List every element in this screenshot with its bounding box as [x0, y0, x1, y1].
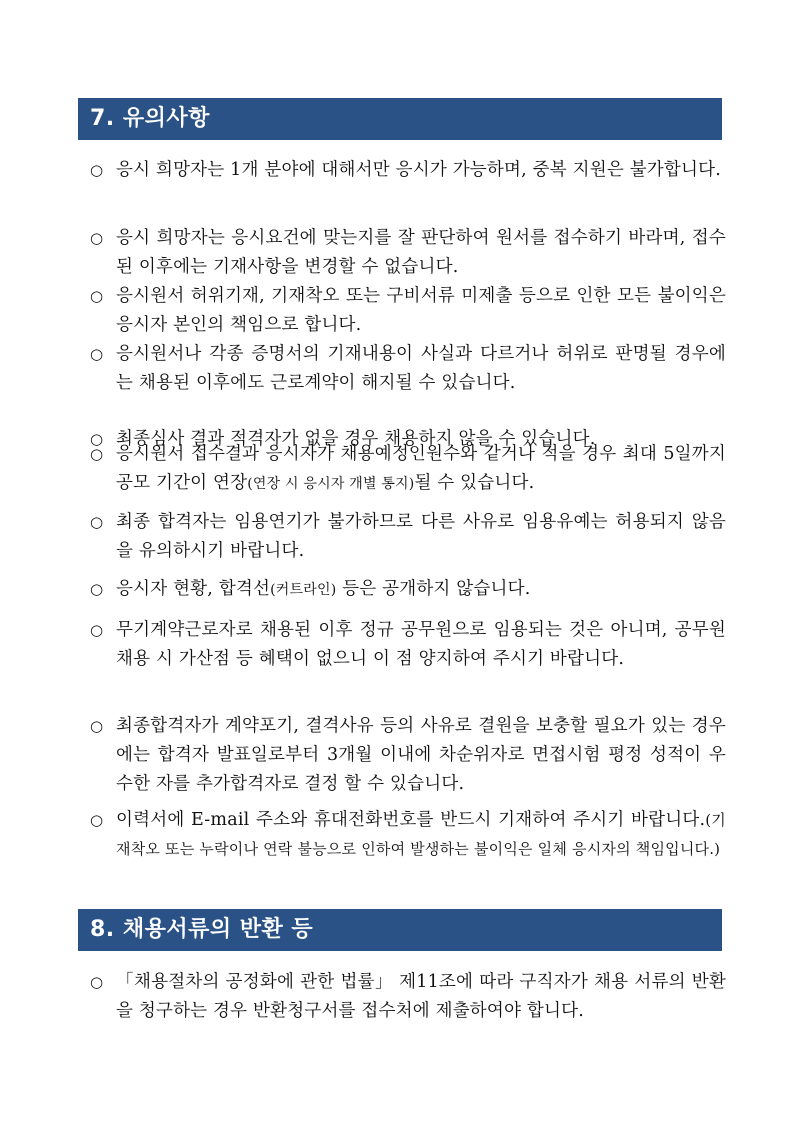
bullet-icon: ○: [90, 811, 104, 829]
section-8-header: [78, 909, 722, 951]
bullet-icon: ○: [90, 621, 104, 639]
cutline-text-end: 등은 공개하지 않습니다.: [336, 579, 531, 599]
notice-item: [90, 712, 726, 799]
notice-item: [90, 340, 726, 398]
notice-item: [90, 224, 726, 282]
bullet-icon: ○: [90, 345, 104, 363]
notice-text: 응시원서나 각종 증명서의 기재내용이 사실과 다르거나 허위로 판명될 경우에는 채용된 이후에도 근로계약이 해지될 수 있습니다.: [116, 344, 726, 393]
bullet-icon: ○: [90, 580, 104, 598]
notice-text: 「채용절차의 공정화에 관한 법률」 제11조에 따라 구직자가 채용 서류의 반환을 청구하는 경우 반환청구서를 접수처에 제출하여야 합니다.: [116, 972, 726, 1021]
notice-item: [90, 968, 726, 1026]
email-note: (기재착오 또는 누락이나 연락 불능으로 인하여 발생하는 불이익은 일체 응시자의 책임입니다.): [116, 811, 726, 858]
cutline-note: (커트라인): [270, 582, 337, 598]
bullet-icon: ○: [90, 717, 104, 735]
bullet-icon: ○: [90, 430, 104, 448]
bullet-icon: ○: [90, 229, 104, 247]
bullet-icon: ○: [90, 287, 104, 305]
section-7-header: [78, 98, 722, 140]
notice-text: 응시 희망자는 1개 분야에 대해서만 응시가 가능하며, 중복 지원은 불가합니다.: [116, 160, 721, 180]
notice-text: 최종합격자가 계약포기, 결격사유 등의 사유로 결원을 보충할 필요가 있는 경우에는 합격자 발표일로부터 3개월 이내에 차순위자로 면접시험 평정 성적이 우수한 자를 추가합격자로 결정 할 수 있습니다.: [116, 716, 726, 794]
notice-item: [90, 440, 726, 499]
section-8-title: 8. 채용서류의 반환 등: [90, 917, 314, 942]
extension-text-end: 될 수 있습니다.: [414, 473, 535, 493]
extension-note: (연장 시 응시자 개별 통지): [247, 476, 415, 492]
notice-item: [90, 616, 726, 674]
extension-text: 응시원서 접수결과 응시자가 채용예정인원수와 같거나 적을 경우 최대 5일까지 공모 기간이 연장: [116, 444, 726, 493]
notice-item: [90, 156, 726, 185]
cutline-text: 응시자 현황, 합격선: [116, 579, 271, 599]
notice-text: 최종심사 결과 적격자가 없을 경우 채용하지 않을 수 있습니다.: [116, 429, 596, 449]
notice-text: [116, 440, 726, 499]
bullet-icon: ○: [90, 973, 104, 991]
bullet-icon: ○: [90, 445, 104, 463]
notice-item: [90, 282, 726, 340]
notice-text: 최종 합격자는 임용연기가 불가하므로 다른 사유로 임용유예는 허용되지 않음을 유의하시기 바랍니다.: [116, 512, 726, 561]
notice-item: [90, 508, 726, 566]
notice-text: [116, 806, 726, 864]
notice-text: 응시 희망자는 응시요건에 맞는지를 잘 판단하여 원서를 접수하기 바라며, 접수된 이후에는 기재사항을 변경할 수 없습니다.: [116, 228, 726, 277]
bullet-icon: ○: [90, 161, 104, 179]
notice-item: [90, 806, 726, 864]
section-7-title: 7. 유의사항: [90, 106, 210, 131]
notice-text: 무기계약근로자로 채용된 이후 정규 공무원으로 임용되는 것은 아니며, 공무원 채용 시 가산점 등 혜택이 없으니 이 점 양지하여 주시기 바랍니다.: [116, 620, 726, 669]
bullet-icon: ○: [90, 513, 104, 531]
email-text: 이력서에 E-mail 주소와 휴대전화번호를 반드시 기재하여 주시기 바랍니다.: [116, 810, 706, 830]
notice-text: 응시원서 허위기재, 기재착오 또는 구비서류 미제출 등으로 인한 모든 불이익은 응시자 본인의 책임으로 합니다.: [116, 286, 726, 335]
notice-text: [116, 575, 726, 605]
notice-item: [90, 575, 726, 605]
